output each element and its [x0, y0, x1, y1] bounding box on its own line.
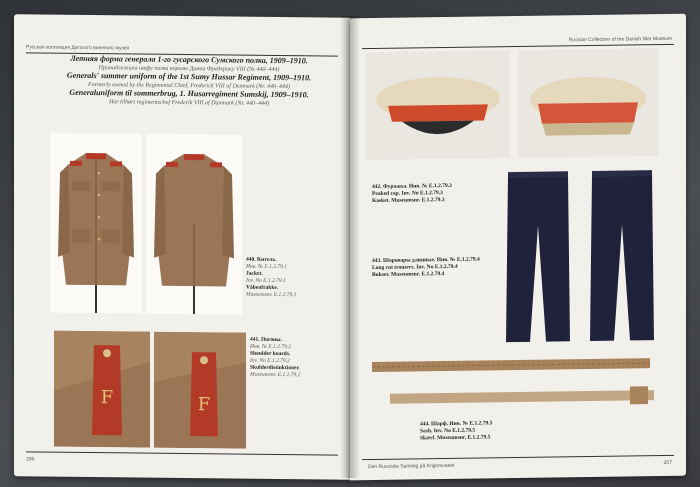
cap-photo-2 — [518, 48, 658, 158]
caption-442-en: Peaked cap. Inv. No E.1.2.79.3 — [372, 190, 443, 198]
caption-441-title: 441. Погоны. — [250, 336, 282, 344]
caption-441-inv-en: Inv. No E.1.2.79.2 — [250, 357, 290, 365]
caption-444 — [420, 419, 580, 442]
caption-442-ru: 442. Фуражка. Инв. № E.1.2.79.3 — [372, 182, 452, 191]
caption-441-en: Shoulder boards. — [250, 350, 291, 358]
caption-442-da: Kasket. Museumsnr. E.1.2.79.3 — [372, 197, 445, 205]
right-page-header: Russian Collection of the Danish War Museum — [568, 35, 672, 44]
caption-440-inv-en: Inv. No E.1.2.79.1 — [246, 277, 286, 285]
caption-441-da: Skulderdistinktioner. — [250, 364, 300, 372]
title-en: Generals' summer uniform of the 1st Sumy Hussar Regiment, 1909–1910. — [66, 70, 312, 83]
open-book — [14, 16, 686, 478]
caption-440 — [246, 257, 336, 300]
caption-440-da: Våbenfrakke. — [246, 284, 279, 292]
caption-441-inv-ru: Инв. № E.1.2.79.2 — [250, 343, 292, 351]
right-page-number: 207 — [663, 459, 672, 466]
left-page — [14, 14, 350, 480]
sash-photo-1 — [372, 354, 650, 376]
caption-442 — [372, 182, 502, 205]
caption-443-da: Bukser. Museumsnr. E.1.2.79.4 — [372, 271, 445, 279]
shoulder-board-photo-1 — [54, 331, 150, 448]
jacket-front-photo — [50, 133, 142, 314]
cap-photo-1 — [366, 50, 510, 160]
caption-441-inv-da: Museumsnr. E.1.2.79.2 — [250, 371, 301, 379]
footer-rule-left — [26, 451, 338, 455]
subtitle-en: Formerly owned by the Regimental Chief, Frederick VIII of Denmark (Nr. 440–444) — [88, 81, 290, 90]
caption-443-ru: 443. Шаровары длинные. Инв. № E.1.2.79.4 — [372, 256, 480, 265]
caption-440-title: 440. Китель. — [246, 256, 277, 263]
footer-rule-right — [362, 455, 674, 460]
caption-440-inv-ru: Инв. № E.1.2.79.1 — [246, 263, 288, 271]
caption-444-en: Sash. Inv. No E.1.2.79.5 — [420, 427, 476, 435]
left-page-number: 206 — [26, 456, 35, 463]
right-page-footer: Den Russiske Samling på Krigsmuseet — [368, 462, 455, 471]
caption-441 — [250, 337, 340, 380]
title-block — [44, 55, 334, 109]
book-gutter — [340, 16, 360, 478]
caption-444-da: Skærf. Museumsnr. E.1.2.79.5 — [420, 434, 491, 442]
subtitle-ru: Принадлежала шефу полка королю Дании Фредерику VIII (№ 440–444) — [98, 64, 280, 73]
trousers-photo-2 — [586, 164, 660, 345]
trousers-photo-1 — [500, 165, 576, 346]
caption-443-en: Long cut trousers. Inv. No E.1.2.79.4 — [372, 263, 458, 272]
svg-text:F: F — [100, 387, 114, 409]
title-ru: Летняя форма генерала 1-го гусарского Сумского полка, 1909–1910. — [70, 53, 308, 66]
caption-444-ru: 444. Шарф. Инв. № E.1.2.79.5 — [420, 420, 493, 428]
svg-text:F: F — [197, 394, 211, 416]
caption-443 — [372, 256, 502, 279]
left-page-header: Русская коллекция Датского военного музея — [26, 44, 130, 52]
title-da: Generaluniform til sommerbrug, 1. Husarregiment Sumskij, 1909–1910. — [69, 87, 309, 100]
right-page — [350, 14, 686, 481]
subtitle-da: Har tilhørt regimentschef Frederik VIII af Danmark (Nr. 440–444) — [108, 98, 270, 107]
caption-440-en: Jacket. — [246, 270, 263, 277]
caption-440-inv-da: Museumsnr. E.1.2.79.1 — [246, 291, 297, 299]
jacket-back-photo — [146, 134, 242, 315]
sash-photo-2 — [390, 386, 654, 408]
shoulder-board-photo-2 — [154, 332, 246, 449]
